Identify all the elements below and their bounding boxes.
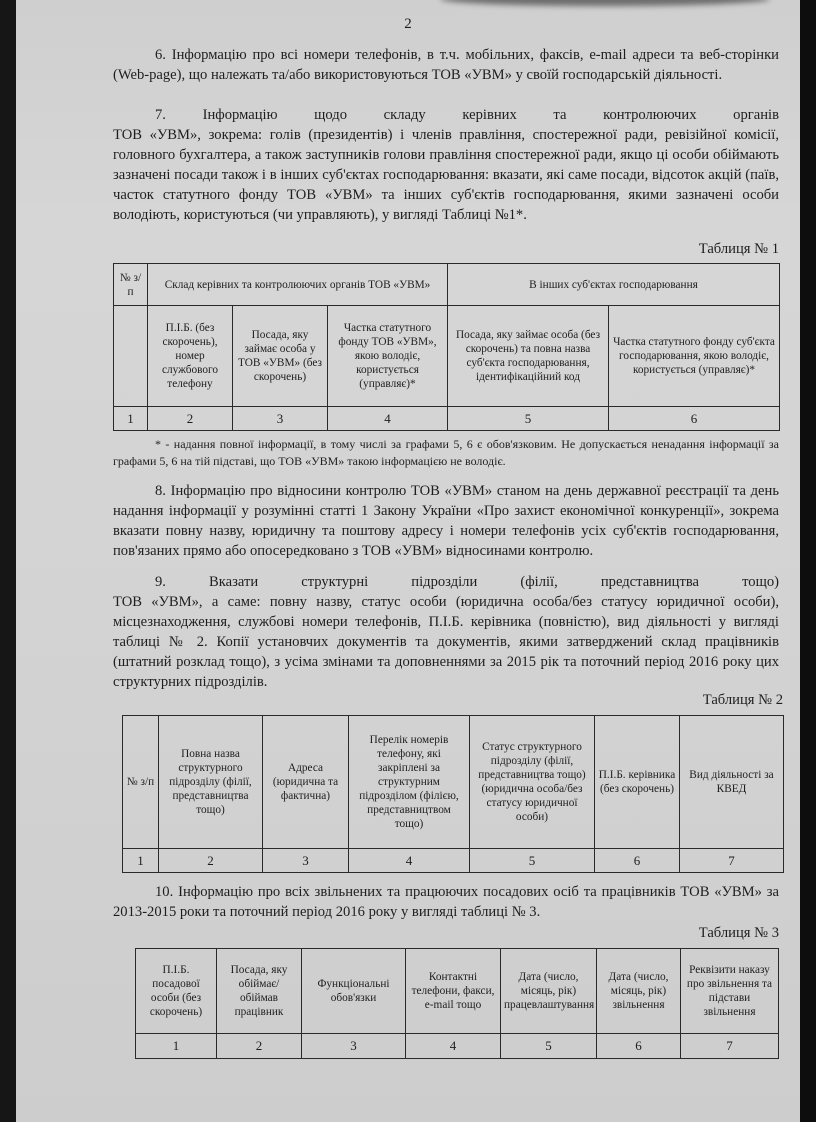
paragraph-7-first-line	[113, 105, 779, 125]
table-2	[122, 715, 784, 873]
paragraph-9-lead: 9. Вказати структурні підрозділи (філії, представництва тощо)	[155, 574, 779, 590]
table-3-col-number: 1	[136, 1034, 217, 1059]
table-1-group-a: Склад керівних та контролюючих органів ТОВ «УВМ»	[148, 264, 448, 306]
table-3-col-number: 2	[217, 1034, 302, 1059]
paragraph-7: ТОВ «УВМ», зокрема: голів (президентів) і членів правління, спостережної ради, ревізійної комісії, головного бухгалтера, а також заступників голови правління спостережної ради, якщо ці особи обіймають зазначені посади також і в інших суб'єктах господарювання: вказати, які саме посади, відсоток акцій (паїв, часток статутного фонду ТОВ «УВМ» та інших суб'єктів господарювання, якими зазначені особи володіють, користуються (чи управляють), у вигляді Таблиці №1*.	[113, 127, 779, 223]
table-2-col-number: 2	[159, 849, 263, 873]
table-2-col-number: 6	[595, 849, 680, 873]
scan-edge	[800, 0, 816, 1122]
table-2-header: Адреса (юридична та фактична)	[263, 716, 349, 849]
table-2-col-number: 3	[263, 849, 349, 873]
table-1-col-number: 3	[233, 407, 328, 431]
table-1-group-b: В інших суб'єктах господарювання	[448, 264, 780, 306]
table-3-header: Дата (число, місяць, рік) звільнення	[597, 949, 681, 1034]
table-1-header-no: № з/п	[114, 264, 148, 306]
table-3-header: Контактні телефони, факси, e-mail тощо	[406, 949, 501, 1034]
table-1-caption: Таблиця № 1	[698, 241, 779, 257]
paragraph-6	[113, 45, 779, 85]
table-3-header: Дата (число, місяць, рік) працевлаштування	[501, 949, 597, 1034]
table-2-header: Повна назва структурного підрозділу (філії, представництва тощо)	[159, 716, 263, 849]
paragraph-7-lead: 7. Інформацію щодо складу керівних та контролюючих органів	[155, 107, 779, 123]
table-3-header: Посада, яку обіймає/обіймав працівник	[217, 949, 302, 1034]
table-3-col-number: 4	[406, 1034, 501, 1059]
table-1-col-number: 5	[448, 407, 609, 431]
table-3-header: Реквізити наказу про звільнення та підстави звільнення	[681, 949, 779, 1034]
paragraph-8	[113, 481, 779, 561]
table-2-col-number: 5	[470, 849, 595, 873]
table-2-header: Статус структурного підрозділу (філії, представництва тощо) (юридична особа/без статусу юридичної особи)	[470, 716, 595, 849]
paragraph-8-text: 8. Інформацію про відносини контролю ТОВ «УВМ» станом на день державної реєстрації та день надання інформації у розумінні статті 1 Закону України «Про захист економічної конкуренції», зокрема вказати повну назву, юридичну та поштову адресу і номери телефонів усіх суб'єктів господарювання, пов'язаних прямо або опосередковано з ТОВ «УВМ» відносинами контролю.	[113, 483, 779, 559]
table-3-col-number: 5	[501, 1034, 597, 1059]
table-3-header: Функціональні обов'язки	[302, 949, 406, 1034]
table-2-header: П.І.Б. керівника (без скорочень)	[595, 716, 680, 849]
table-3-caption: Таблиця № 3	[698, 925, 779, 941]
table-1-header: Частка статутного фонду ТОВ «УВМ», якою володіє, користується (управляє)*	[328, 306, 448, 407]
table-2-header: Вид діяльності за КВЕД	[680, 716, 784, 849]
paragraph-10	[113, 882, 779, 922]
table-3	[135, 948, 779, 1059]
table-2-col-number: 7	[680, 849, 784, 873]
table-1-col-number: 1	[114, 407, 148, 431]
table-1-footnote	[113, 436, 779, 470]
paragraph-9: ТОВ «УВМ», а саме: повну назву, статус особи (юридична особа/без статусу юридичної особи), місцезнаходження, службові номери телефонів, П.І.Б. керівника (повністю), вид діяльності у вигляді таблиці № 2. Копії установчих документів та документів, якими затверджений склад працівників (штатний розклад тощо), з усіма змінами та доповненнями за 2015 рік та поточний період 2016 року цих структурних підрозділів.	[113, 594, 779, 690]
paragraph-6-text: 6. Інформацію про всі номери телефонів, в т.ч. мобільних, факсів, e-mail адреси та веб-сторінки (Web-page), що належать та/або використовуються ТОВ «УВМ» у своїй господарській діяльності.	[113, 47, 779, 83]
table-1-footnote-text: * - надання повної інформації, в тому числі за графами 5, 6 є обов'язковим. Не допускається ненадання інформації за графами 5, 6 на тій підставі, що ТОВ «УВМ» такою інформацією не володіє.	[113, 437, 779, 468]
table-3-header: П.І.Б. посадової особи (без скорочень)	[136, 949, 217, 1034]
table-2-col-number: 4	[349, 849, 470, 873]
table-1-col-number: 2	[148, 407, 233, 431]
table-1-col-number: 6	[609, 407, 780, 431]
table-2-header: Перелік номерів телефону, які закріплені за структурним підрозділом (філією, представництвом тощо)	[349, 716, 470, 849]
table-1-header: Частка статутного фонду суб'єкта господарювання, якою володіє, користується (управляє)*	[609, 306, 780, 407]
paragraph-9-first-line	[113, 572, 779, 592]
table-1-header: П.І.Б. (без скорочень), номер службового телефону	[148, 306, 233, 407]
table-1-col-number: 4	[328, 407, 448, 431]
table-1	[113, 263, 780, 431]
table-3-col-number: 6	[597, 1034, 681, 1059]
table-2-col-number: 1	[123, 849, 159, 873]
table-1-header: Посада, яку займає особа у ТОВ «УВМ» (без скорочень)	[233, 306, 328, 407]
table-2-caption: Таблиця № 2	[702, 692, 783, 708]
table-3-col-number: 7	[681, 1034, 779, 1059]
table-1-header: Посада, яку займає особа (без скорочень) та повна назва суб'єкта господарювання, ідентифікаційний код	[448, 306, 609, 407]
page-number: 2	[404, 16, 412, 32]
paragraph-10-text: 10. Інформацію про всіх звільнених та працюючих посадових осіб та працівників ТОВ «УВМ» за 2013-2015 роки та поточний період 2016 року у вигляді таблиці № 3.	[113, 884, 779, 920]
table-2-header: № з/п	[123, 716, 159, 849]
table-1-empty-cell	[114, 306, 148, 407]
table-3-col-number: 3	[302, 1034, 406, 1059]
